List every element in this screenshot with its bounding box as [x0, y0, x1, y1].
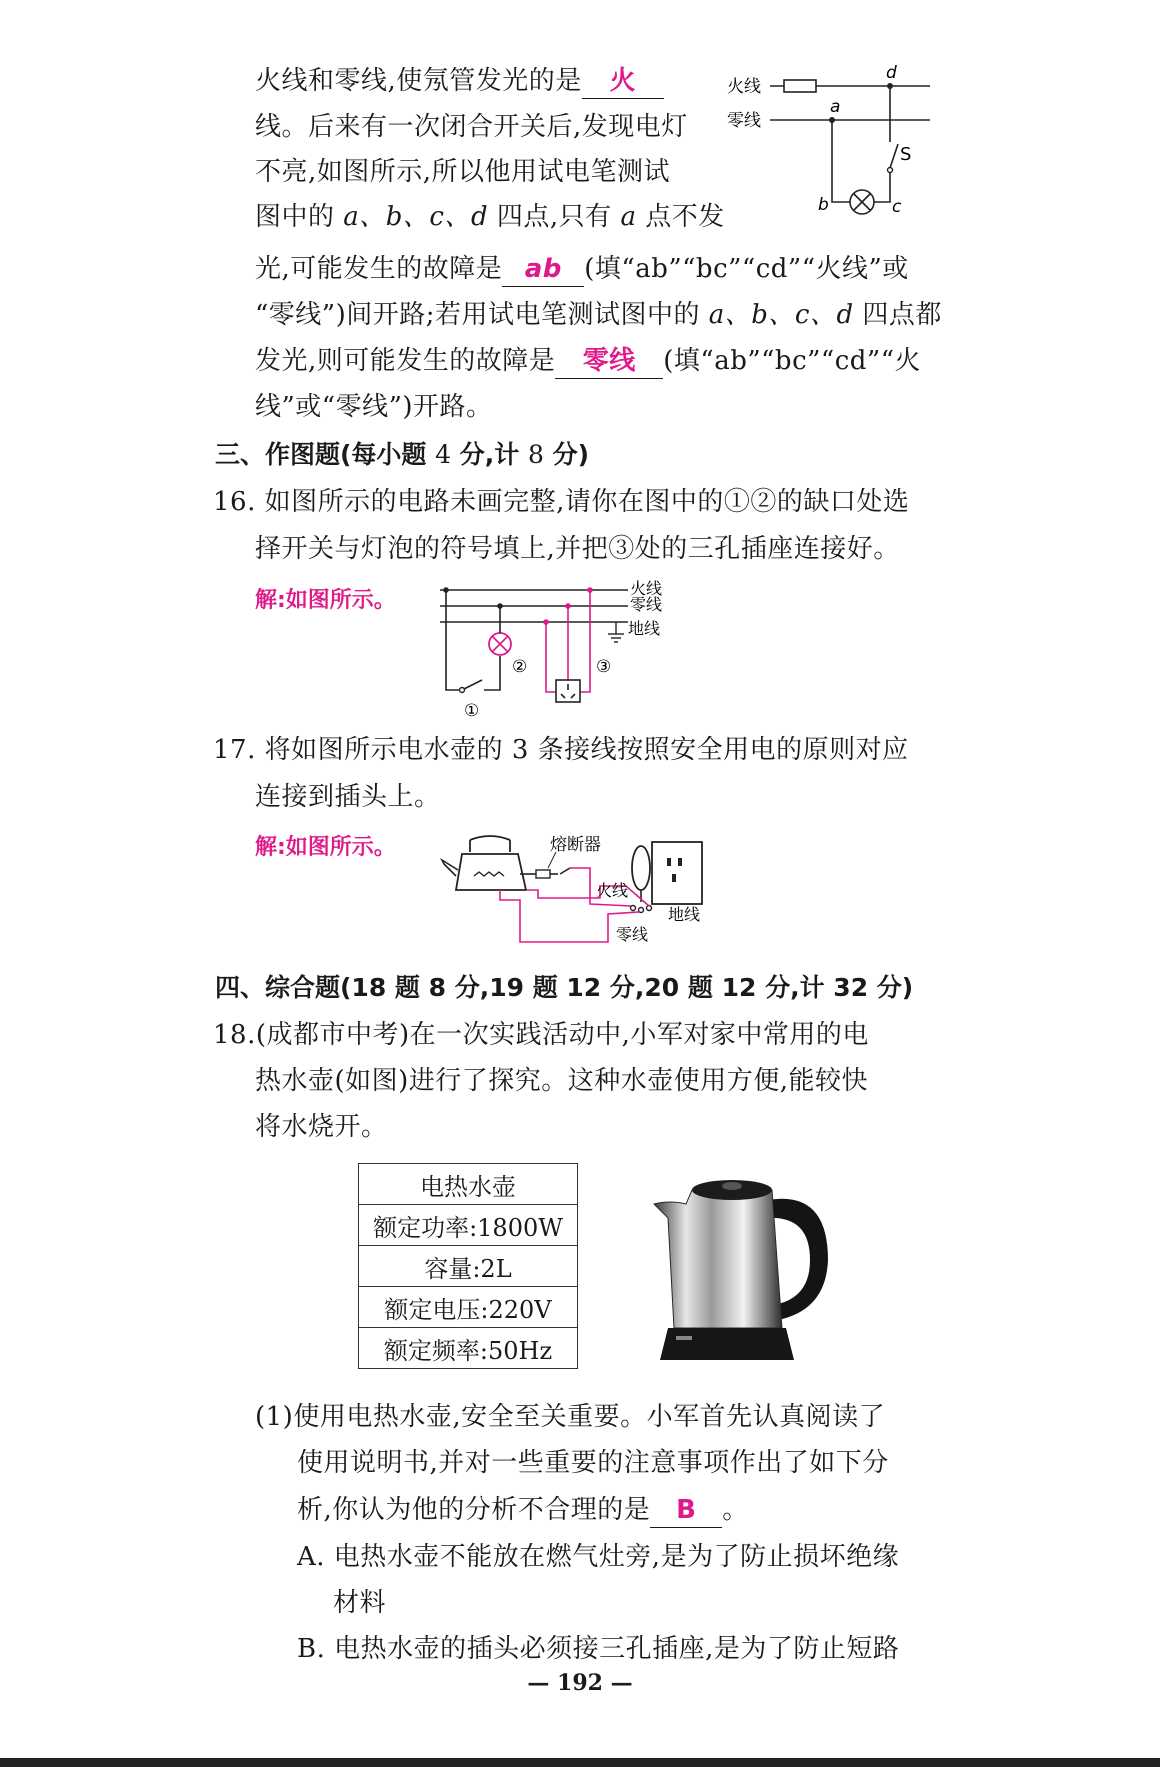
q15-line-4: 图中的 a、b、c、d 四点,只有 a 点不发 — [255, 202, 725, 232]
q15-line-2: 线。后来有一次闭合开关后,发现电灯 — [255, 112, 688, 142]
page-number: — 192 — — [527, 1670, 633, 1696]
q16-line-2: 择开关与灯泡的符号填上,并把③处的三孔插座连接好。 — [255, 534, 900, 564]
kettle-lid-knob — [722, 1182, 742, 1190]
spec-power: 额定功率:1800W — [359, 1205, 578, 1246]
option-a-line-1: A. 电热水壶不能放在燃气灶旁,是为了防止损坏绝缘 — [297, 1542, 900, 1572]
wall-socket — [652, 842, 702, 904]
q15-line-3: 不亮,如图所示,所以他用试电笔测试 — [255, 157, 671, 187]
kettle-spec-table — [358, 1163, 578, 1369]
branch-ab — [832, 120, 850, 202]
label-s: S — [900, 144, 912, 165]
q16-circuit-diagram — [430, 580, 690, 720]
fuse-label: 熔断器 — [550, 835, 601, 855]
spec-frequency: 额定频率:50Hz — [359, 1328, 578, 1369]
fuse-symbol — [536, 870, 550, 878]
live-label: 火线 — [596, 881, 629, 900]
answer-blank-4: B — [650, 1493, 722, 1528]
section-4-title: 四、综合题(18 题 8 分,19 题 12 分,20 题 12 分,计 32 分) — [215, 973, 914, 1002]
q15-line-6: “零线”)间开路;若用试电笔测试图中的 a、b、c、d 四点都 — [255, 300, 942, 330]
neutral-wire-label: 零线 — [727, 111, 761, 131]
switch-blade — [890, 144, 898, 168]
switch-contact — [888, 168, 893, 173]
kettle-steel-body — [654, 1182, 782, 1328]
label-d: d — [886, 63, 897, 83]
node-socket-live — [587, 587, 593, 593]
live-label: 火线 — [630, 580, 663, 598]
plug-terminal-ground — [647, 906, 652, 911]
q17-solution-label: 解:如图所示。 — [255, 835, 396, 860]
ground-label: 地线 — [668, 905, 701, 924]
mark-3: ③ — [596, 657, 612, 677]
option-a-line-2: 材料 — [333, 1588, 387, 1618]
socket-hole-1 — [667, 858, 671, 866]
switch-branch-right — [484, 656, 500, 690]
kettle-switch — [560, 868, 570, 874]
electric-kettle-photo — [650, 1160, 840, 1375]
plug-terminal-neutral — [639, 908, 644, 913]
bottom-border-bar — [0, 1758, 1160, 1767]
switch-branch-left — [446, 590, 460, 690]
branch-cd — [874, 172, 890, 202]
label-a: a — [830, 97, 841, 117]
label-c: c — [892, 197, 902, 217]
q17-kettle-wiring-diagram — [440, 830, 720, 960]
label-b: b — [818, 195, 829, 215]
spec-voltage: 额定电压:220V — [359, 1287, 578, 1328]
q18-line-1: 18.(成都市中考)在一次实践活动中,小军对家中常用的电 — [213, 1020, 869, 1050]
q18-line-2: 热水壶(如图)进行了探究。这种水壶使用方便,能较快 — [255, 1066, 869, 1096]
plug — [632, 846, 650, 890]
kettle-body — [456, 854, 526, 890]
node-socket-neutral — [565, 603, 571, 609]
three-hole-socket — [556, 680, 580, 702]
ground-label: 地线 — [628, 619, 661, 638]
q15-circuit-diagram — [720, 60, 940, 220]
option-b-line-1: B. 电热水壶的插头必须接三孔插座,是为了防止短路 — [297, 1634, 900, 1664]
q15-line-7: 发光,则可能发生的故障是 零线 (填“ab”“bc”“cd”“火 — [255, 344, 921, 379]
switch-blade — [464, 680, 482, 689]
q16-line-1: 16. 如图所示的电路未画完整,请你在图中的①②的缺口处选 — [213, 487, 910, 517]
kettle-base — [660, 1328, 794, 1360]
mark-2: ② — [512, 657, 528, 677]
mark-1: ① — [464, 701, 480, 720]
node-socket-ground — [543, 619, 549, 625]
fuse-symbol — [784, 80, 816, 92]
q18-line-3: 将水烧开。 — [255, 1112, 388, 1142]
node-neutral — [497, 603, 503, 609]
q17-line-1: 17. 将如图所示电水壶的 3 条接线按照安全用电的原则对应 — [213, 735, 909, 765]
neutral-label: 零线 — [630, 595, 663, 614]
neutral-label: 零线 — [616, 925, 649, 944]
q15-line-8: 线”或“零线”)开路。 — [255, 392, 493, 422]
q18-part1-line-2: 使用说明书,并对一些重要的注意事项作出了如下分 — [297, 1448, 889, 1478]
kettle-handle — [470, 836, 510, 840]
q17-line-2: 连接到插头上。 — [255, 782, 441, 812]
ground-connection — [526, 886, 649, 906]
answer-blank-2: ab — [502, 252, 584, 287]
spec-capacity: 容量:2L — [359, 1246, 578, 1287]
q16-solution-label: 解:如图所示。 — [255, 588, 396, 613]
spec-title: 电热水壶 — [359, 1164, 578, 1205]
q18-part1-line-3: 析,你认为他的分析不合理的是 B 。 — [297, 1493, 749, 1528]
kettle-spout — [442, 860, 458, 876]
q18-part1-line-1: (1)使用电热水壶,安全至关重要。小军首先认真阅读了 — [255, 1402, 886, 1432]
q15-line-1: 火线和零线,使氖管发光的是 火 — [255, 64, 664, 99]
answer-blank-1: 火 — [582, 64, 664, 99]
q15-line-5: 光,可能发生的故障是 ab (填“ab”“bc”“cd”“火线”或 — [255, 252, 909, 287]
answer-blank-3: 零线 — [555, 344, 663, 379]
socket-hole-2 — [678, 858, 682, 866]
plug-terminal-live — [631, 906, 636, 911]
live-wire-label: 火线 — [727, 77, 761, 97]
section-3-title: 三、作图题(每小题 4 分,计 8 分) — [215, 440, 590, 469]
kettle-brand-logo — [676, 1336, 692, 1340]
socket-hole-3 — [672, 874, 676, 882]
